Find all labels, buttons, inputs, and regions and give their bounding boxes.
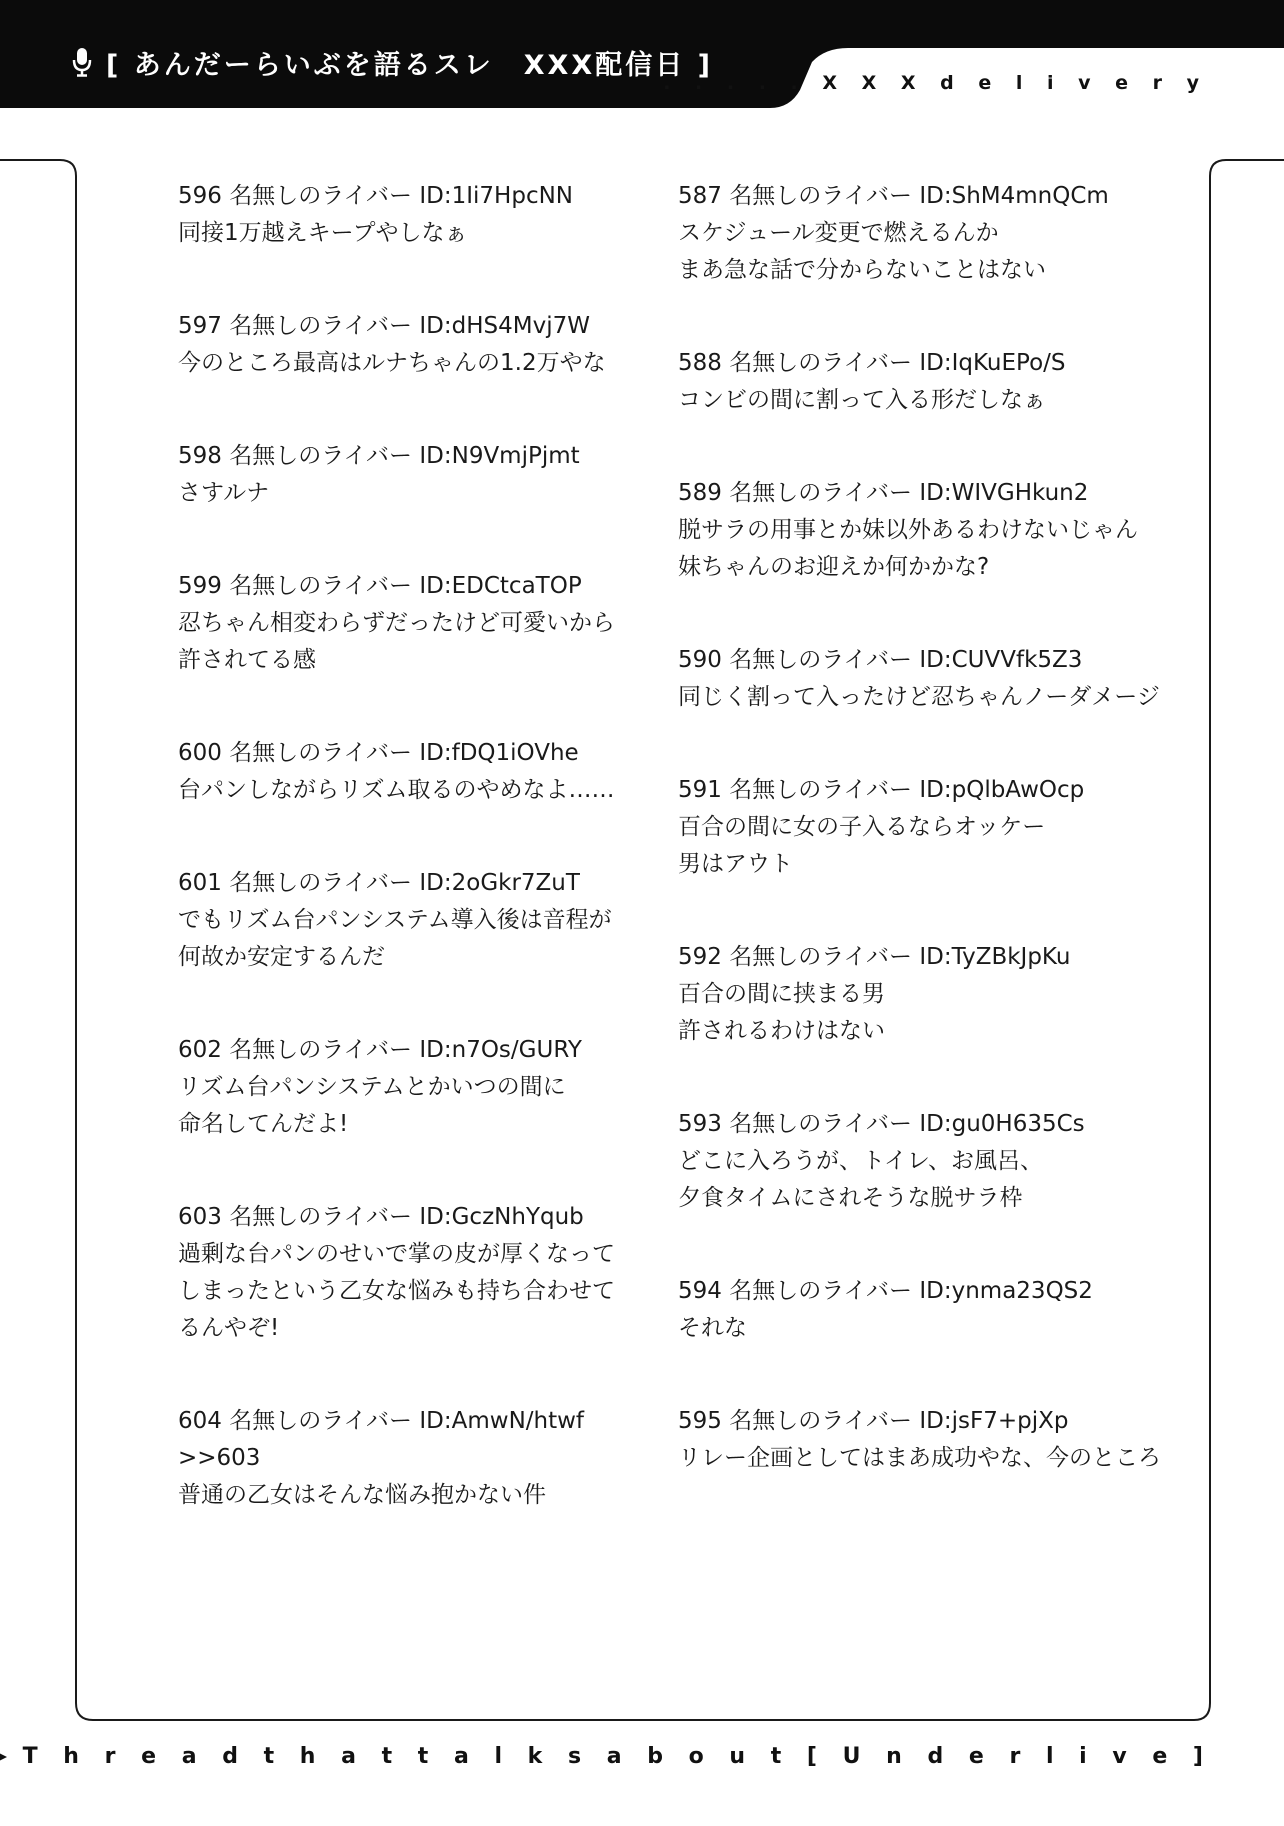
post-header: 592 名無しのライバー ID:TyZBkJpKu [678,944,1071,970]
post [678,1273,1133,1347]
post [678,939,1133,1050]
posts-column-right [678,178,1161,1533]
thread-title-text: [ あんだーらいぶを語るスレ XXX配信日 ] [106,49,713,81]
post-header: 596 名無しのライバー ID:1Ii7HpcNN [178,183,574,209]
post-reply-link[interactable]: >>603 [178,1445,261,1471]
post-header: 588 名無しのライバー ID:IqKuEPo/S [678,350,1066,376]
post [678,1106,1133,1217]
post-line: 過剰な台パンのせいで掌の皮が厚くなって [178,1241,615,1267]
post-header: 601 名無しのライバー ID:2oGkr7ZuT [178,870,580,896]
post-line: 同じく割って入ったけど忍ちゃんノーダメージ [678,684,1160,710]
post-header: 594 名無しのライバー ID:ynma23QS2 [678,1278,1093,1304]
post [178,438,633,512]
post-line: 台パンしながらリズム取るのやめなよ…… [178,777,615,803]
post-header: 600 名無しのライバー ID:fDQ1iOVhe [178,740,579,766]
post [678,475,1138,586]
post [178,865,633,976]
post-line: リズム台パンシステムとかいつの間に [178,1074,566,1100]
post-line: 夕食タイムにされそうな脱サラ枠 [678,1185,1023,1211]
post [678,178,1133,289]
post-line: 命名してんだよ! [178,1111,349,1137]
post-line: 百合の間に挟まる男 [678,981,885,1007]
post-header: 595 名無しのライバー ID:jsF7+pjXp [678,1408,1069,1434]
delivery-subtitle: . . . . . X X X d e l i v e r y [663,72,1208,94]
post-line: コンビの間に割って入る形だしなぁ [678,387,1046,413]
post-header: 587 名無しのライバー ID:ShM4mnQCm [678,183,1109,209]
post-line: でもリズム台パンシステム導入後は音程が [178,907,612,933]
post-line: それな [678,1315,747,1341]
post-line: さすルナ [178,480,270,506]
post [178,735,633,809]
post-header: 599 名無しのライバー ID:EDCtcaTOP [178,573,582,599]
post-header: 602 名無しのライバー ID:n7Os/GURY [178,1037,582,1063]
post-line: どこに入ろうが、トイレ、お風呂、 [678,1148,1044,1174]
post-header: 589 名無しのライバー ID:WIVGHkun2 [678,480,1089,506]
post [178,1199,633,1347]
post [678,1403,1161,1477]
post-header: 604 名無しのライバー ID:AmwN/htwf [178,1408,585,1434]
post-line: 妹ちゃんのお迎えか何かかな? [678,554,990,580]
post [178,1403,633,1514]
post [178,308,633,382]
post-line: るんやぞ! [178,1315,280,1341]
post [178,178,633,252]
post-line: スケジュール変更で燃えるんか [678,220,999,246]
post-header: 598 名無しのライバー ID:N9VmjPjmt [178,443,580,469]
post-header: 590 名無しのライバー ID:CUVVfk5Z3 [678,647,1083,673]
post [678,772,1133,883]
post-line: 同接1万越えキープやしなぁ [178,220,468,246]
post-line: 男はアウト [678,851,793,877]
post-line: しまったという乙女な悩みも持ち合わせて [178,1278,615,1304]
post [178,1032,633,1143]
post-header: 591 名無しのライバー ID:pQlbAwOcp [678,777,1085,803]
post [678,642,1160,716]
post-line: 忍ちゃん相変わらずだったけど可愛いから [178,610,615,636]
post-line: リレー企画としてはまあ成功やな、今のところ [678,1445,1161,1471]
post [178,568,633,679]
post-line: 許されるわけはない [678,1018,885,1044]
post-line: まあ急な話で分からないことはない [678,257,1046,283]
post-line: 今のところ最高はルナちゃんの1.2万やな [178,350,606,376]
post-header: 597 名無しのライバー ID:dHS4Mvj7W [178,313,590,339]
triple-arrow-icon [0,1746,9,1768]
posts-column-left [178,178,633,1570]
post-line: 百合の間に女の子入るならオッケー [678,814,1046,840]
post-line: 許されてる感 [178,647,316,673]
footer [0,1744,1212,1769]
post-line: 普通の乙女はそんな悩み抱かない件 [178,1482,546,1508]
footer-text: T h r e a d t h a t t a l k s a b o u t [ U n d e r l i v e ] [22,1744,1212,1769]
post-line: 脱サラの用事とか妹以外あるわけないじゃん [678,517,1138,543]
post-line: 何故か安定するんだ [178,944,385,970]
post-header: 593 名無しのライバー ID:gu0H635Cs [678,1111,1085,1137]
post-header: 603 名無しのライバー ID:GczNhYqub [178,1204,584,1230]
post [678,345,1133,419]
